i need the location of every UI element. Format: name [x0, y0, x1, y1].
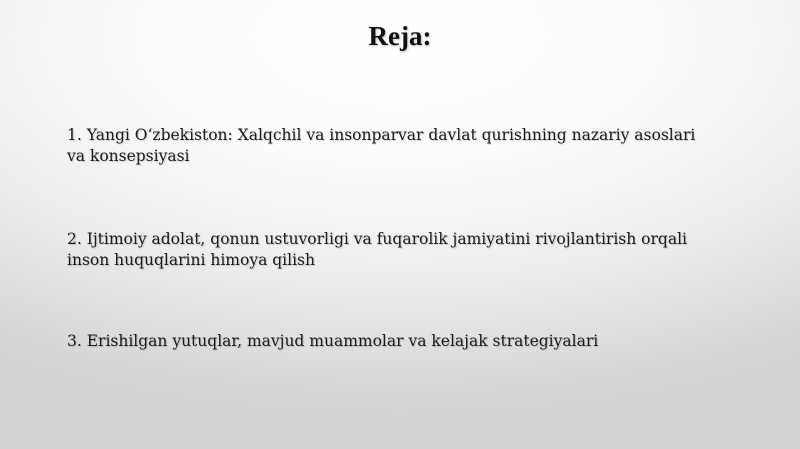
- slide-title: Reja:: [368, 21, 432, 51]
- plan-item-2: 2. Ijtimoiy adolat, qonun ustuvorligi va fuqarolik jamiyatini rivojlantirish orqali inson huquqlarini himoya qilish: [67, 230, 687, 269]
- plan-item-3: 3. Erishilgan yutuqlar, mavjud muammolar va kelajak strategiyalari: [67, 332, 599, 350]
- plan-item-1: 1. Yangi O‘zbekiston: Xalqchil va insonparvar davlat qurishning nazariy asoslari va konsepsiyasi: [67, 126, 696, 165]
